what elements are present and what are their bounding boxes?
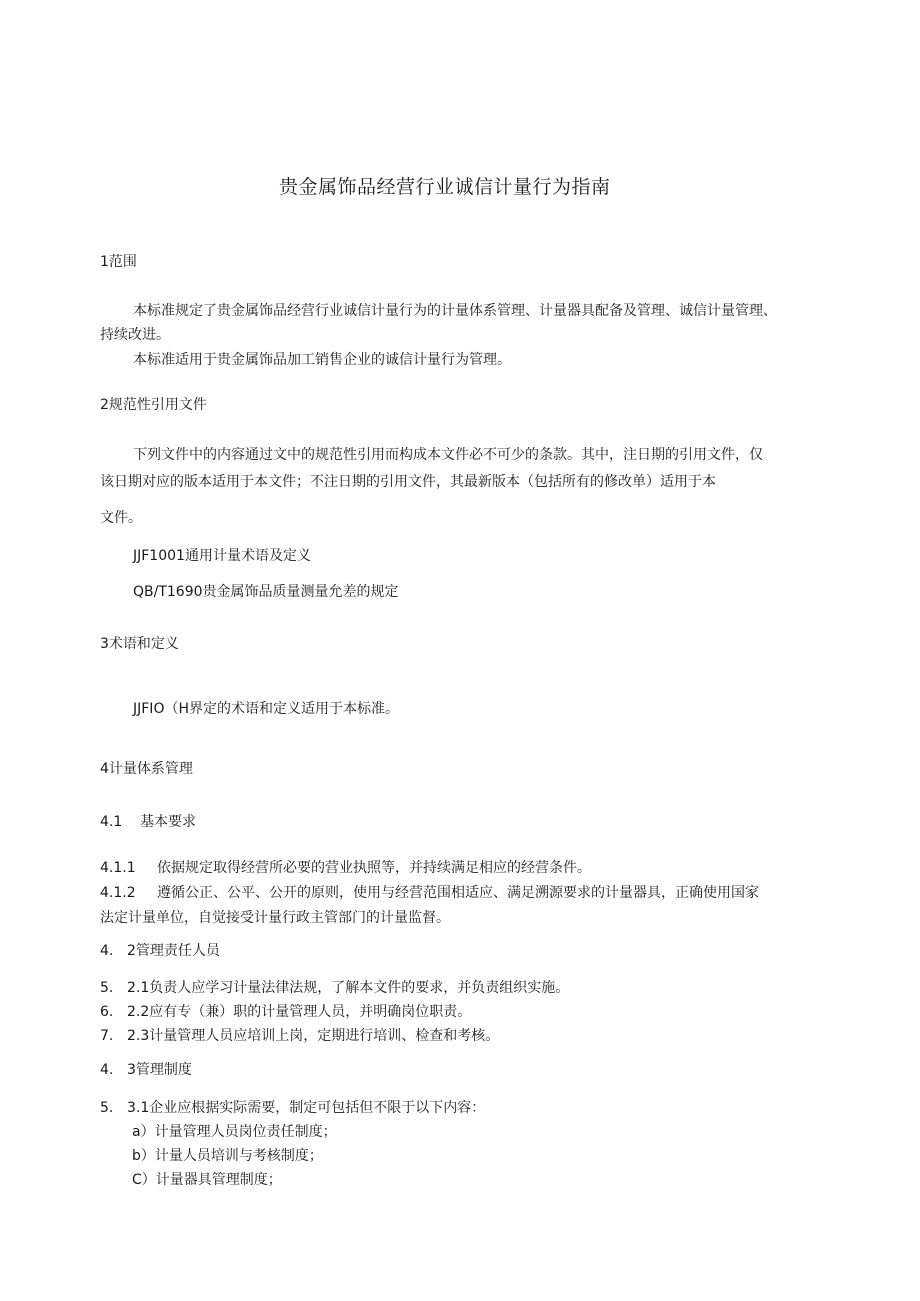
section-4-1-title: 基本要求 <box>140 814 196 830</box>
sub-list-item: C）计量器具管理制度； <box>132 1172 282 1188</box>
section-4-1-heading <box>100 811 196 831</box>
section-2-paragraph-line-1: 下列文件中的内容通过文中的规范性引用而构成本文件必不可少的条款。其中，注日期的引用文件，仅 <box>133 447 763 463</box>
section-1-paragraph-1-line-1: 本标准规定了贵金属饰品经营行业诚信计量行为的计量体系管理、计量器具配备及管理、诚信计量管理、 <box>133 303 777 319</box>
section-4-3-heading <box>100 1059 192 1079</box>
list-item <box>100 1025 499 1045</box>
clause-4-1-1-text: 依据规定取得经营所必要的营业执照等，并持续满足相应的经营条件。 <box>157 860 591 876</box>
section-4-heading: 4计量体系管理 <box>100 761 193 777</box>
section-4-1-number: 4.1 <box>100 814 123 830</box>
section-4-2-heading <box>100 940 220 960</box>
section-2-heading: 2规范性引用文件 <box>100 397 207 413</box>
section-4-2-title: 2管理责任人员 <box>127 943 220 959</box>
list-item-number: 6. <box>100 1004 114 1020</box>
clause-4-1-1 <box>100 857 591 877</box>
section-1-paragraph-1-line-2: 持续改进。 <box>100 327 170 343</box>
list-item <box>100 1001 471 1021</box>
clause-4-1-2-text-line-1: 遵循公正、公平、公开的原则，使用与经营范围相适应、满足溯源要求的计量器具，正确使用国家 <box>157 885 759 901</box>
list-item-number: 7. <box>100 1028 114 1044</box>
clause-4-1-2-number: 4.1.2 <box>100 885 136 901</box>
section-4-3-title: 3管理制度 <box>127 1062 192 1078</box>
section-1-heading: 1范围 <box>100 254 137 270</box>
section-4-2-number: 4. <box>100 943 114 959</box>
document-title: 贵金属饰品经营行业诚信计量行为指南 <box>279 176 611 198</box>
section-1-paragraph-2: 本标准适用于贵金属饰品加工销售企业的诚信计量行为管理。 <box>133 352 511 368</box>
section-2-paragraph-line-2: 该日期对应的版本适用于本文件；不注日期的引用文件，其最新版本（包括所有的修改单）适用于本 <box>100 474 716 490</box>
list-item-number: 5. <box>100 980 114 996</box>
clause-4-1-2-text-line-2: 法定计量单位，自觉接受计量行政主管部门的计量监督。 <box>100 910 450 926</box>
list-item-text: 2.2应有专（兼）职的计量管理人员，并明确岗位职责。 <box>127 1004 472 1020</box>
section-3-paragraph: JJFIO（H界定的术语和定义适用于本标准。 <box>133 701 399 717</box>
section-3-heading: 3术语和定义 <box>100 636 179 652</box>
list-item-text: 2.1负责人应学习计量法律法规，了解本文件的要求，并负责组织实施。 <box>127 980 570 996</box>
list-item-text: 2.3计量管理人员应培训上岗，定期进行培训、检查和考核。 <box>127 1028 500 1044</box>
reference-qbt1690: QB/T1690贵金属饰品质量测量允差的规定 <box>133 584 399 600</box>
clause-4-1-1-number: 4.1.1 <box>100 860 136 876</box>
clause-4-3-1-number: 5. <box>100 1100 114 1116</box>
clause-4-1-2 <box>100 882 759 902</box>
reference-jjf1001: JJF1001通用计量术语及定义 <box>133 548 311 564</box>
sub-list-item: a）计量管理人员岗位责任制度； <box>132 1124 337 1140</box>
section-4-3-number: 4. <box>100 1062 114 1078</box>
clause-4-3-1 <box>100 1097 485 1117</box>
section-2-paragraph-line-3: 文件。 <box>100 510 142 526</box>
clause-4-3-1-text: 3.1企业应根据实际需要，制定可包括但不限于以下内容： <box>127 1100 486 1116</box>
sub-list-item: b）计量人员培训与考核制度； <box>132 1148 323 1164</box>
list-item <box>100 977 569 997</box>
